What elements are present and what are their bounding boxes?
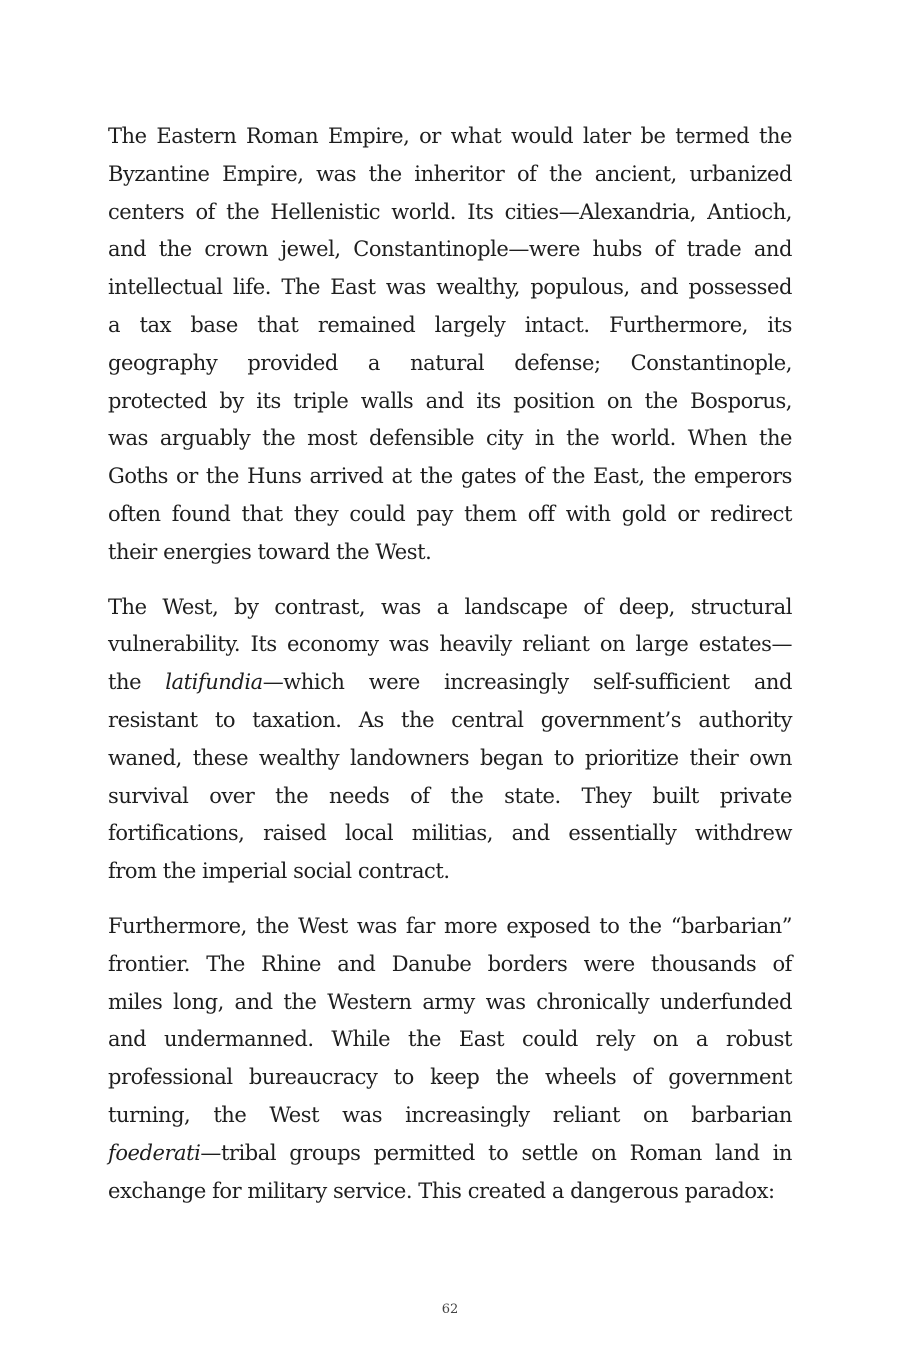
- text-run: a tax base that remained largely intact. Furthermore, its: [108, 312, 792, 337]
- text-line: [108, 853, 792, 891]
- text-run: and the crown jewel, Constantinople—were hubs of trade and: [108, 237, 792, 262]
- text-line: [108, 420, 792, 458]
- text-run: intellectual life. The East was wealthy, populous, and possessed: [108, 275, 792, 300]
- text-line: [108, 702, 792, 740]
- text-line: [108, 307, 792, 345]
- text-run: centers of the Hellenistic world. Its cities—Alexandria, Antioch,: [108, 199, 792, 224]
- text-run: geography provided a natural defense; Constantinople,: [108, 350, 792, 375]
- text-run: was arguably the most defensible city in the world. When the: [108, 426, 792, 451]
- italic-term: foederati: [108, 1140, 201, 1165]
- text-run: The West, by contrast, was a landscape of deep, structural: [108, 594, 792, 619]
- text-run: survival over the needs of the state. They built private: [108, 783, 792, 808]
- text-run: fortifications, raised local militias, and essentially withdrew: [108, 821, 792, 846]
- text-run: the: [108, 670, 166, 695]
- paragraph: [108, 589, 792, 891]
- text-line: [108, 269, 792, 307]
- text-run: turning, the West was increasingly reliant on barbarian: [108, 1102, 792, 1127]
- text-line: [108, 231, 792, 269]
- text-run: resistant to taxation. As the central government’s authority: [108, 707, 792, 732]
- paragraph: [108, 118, 792, 572]
- text-line: [108, 118, 792, 156]
- text-line: [108, 908, 792, 946]
- text-line: [108, 383, 792, 421]
- text-line: [108, 1097, 792, 1135]
- text-line: [108, 345, 792, 383]
- text-run: exchange for military service. This created a dangerous paradox:: [108, 1178, 775, 1203]
- text-line: [108, 664, 792, 702]
- body-text: [108, 118, 792, 1227]
- text-line: [108, 496, 792, 534]
- text-run: —tribal groups permitted to settle on Roman land in: [200, 1140, 792, 1165]
- text-run: vulnerability. Its economy was heavily reliant on large estates—: [108, 632, 792, 657]
- text-run: often found that they could pay them off with gold or redirect: [108, 501, 792, 526]
- text-run: miles long, and the Western army was chronically underfunded: [108, 989, 792, 1014]
- text-line: [108, 815, 792, 853]
- text-run: The Eastern Roman Empire, or what would later be termed the: [108, 124, 792, 148]
- text-line: [108, 626, 792, 664]
- text-line: [108, 1021, 792, 1059]
- page-number: 62: [441, 1302, 459, 1317]
- text-line: [108, 1173, 792, 1211]
- text-line: [108, 458, 792, 496]
- text-line: [108, 534, 792, 572]
- text-run: and undermanned. While the East could rely on a robust: [108, 1027, 792, 1052]
- text-run: their energies toward the West.: [108, 539, 432, 564]
- text-run: waned, these wealthy landowners began to prioritize their own: [108, 745, 792, 770]
- text-run: Furthermore, the West was far more exposed to the “barbarian”: [108, 913, 792, 938]
- text-run: Goths or the Huns arrived at the gates of the East, the emperors: [108, 464, 792, 489]
- text-line: [108, 740, 792, 778]
- text-run: protected by its triple walls and its position on the Bosporus,: [108, 388, 792, 413]
- text-line: [108, 589, 792, 627]
- text-line: [108, 1135, 792, 1173]
- text-run: from the imperial social contract.: [108, 859, 450, 884]
- text-line: [108, 156, 792, 194]
- text-run: professional bureaucracy to keep the wheels of government: [108, 1065, 792, 1090]
- text-line: [108, 778, 792, 816]
- text-line: [108, 984, 792, 1022]
- text-line: [108, 194, 792, 232]
- text-run: frontier. The Rhine and Danube borders were thousands of: [108, 951, 792, 976]
- text-run: Byzantine Empire, was the inheritor of the ancient, urbanized: [108, 161, 792, 186]
- text-line: [108, 1059, 792, 1097]
- text-line: [108, 946, 792, 984]
- text-run: —which were increasingly self-sufficient and: [262, 670, 792, 695]
- italic-term: latifundia: [165, 670, 263, 695]
- paragraph: [108, 908, 792, 1210]
